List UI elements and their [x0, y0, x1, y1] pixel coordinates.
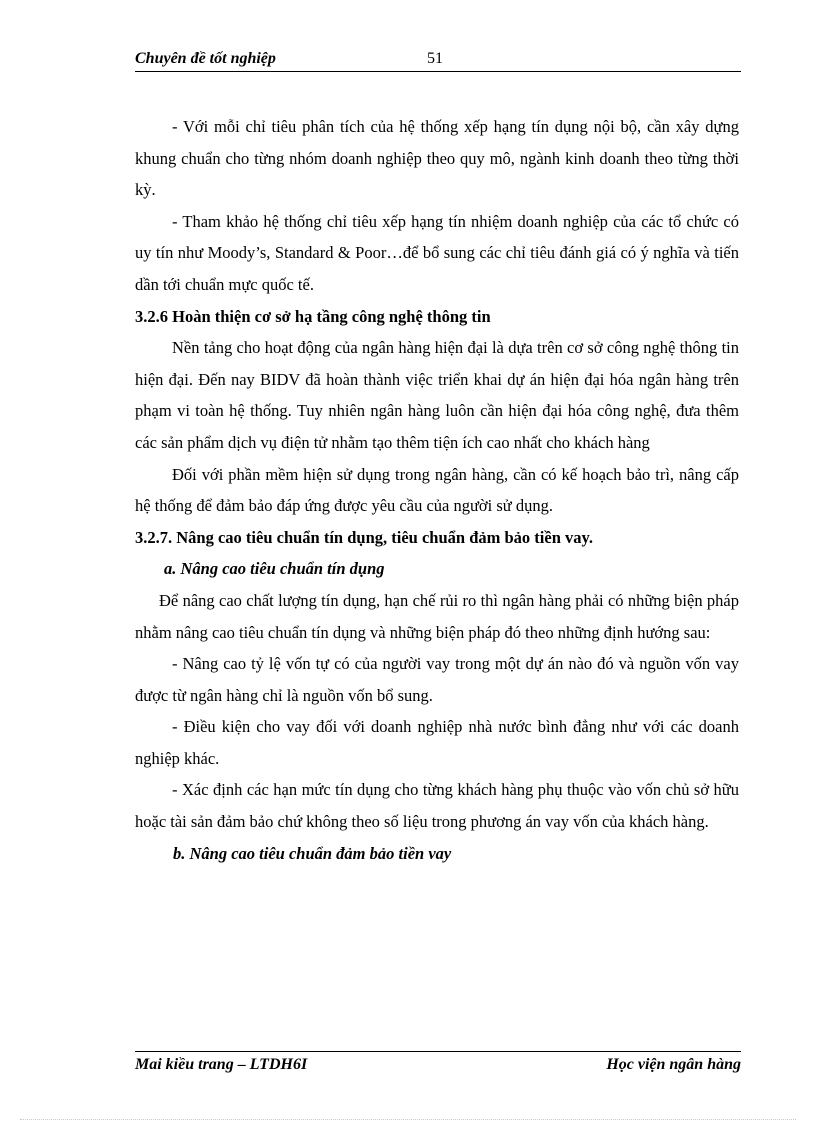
section-heading-3-2-6: 3.2.6 Hoàn thiện cơ sở hạ tầng công nghệ thông tin: [135, 306, 491, 326]
paragraph-7: - Điều kiện cho vay đối với doanh nghiệp nhà nước bình đẳng như với các doanh nghiệp khác.: [135, 717, 739, 768]
paragraph-6: - Nâng cao tỷ lệ vốn tự có của người vay trong một dự án nào đó và nguồn vốn vay được từ ngân hàng chỉ là nguồn vốn bổ sung.: [135, 654, 739, 705]
subheading-a: a. Nâng cao tiêu chuẩn tín dụng: [164, 559, 385, 579]
page-header: [135, 50, 741, 70]
page-edge-divider: [20, 1119, 796, 1120]
footer-author: Mai kiều trang – LTDH6I: [135, 1056, 308, 1073]
header-rule: [135, 71, 741, 72]
header-title: Chuyên đề tốt nghiệp: [135, 50, 276, 67]
section-heading-3-2-7: 3.2.7. Nâng cao tiêu chuẩn tín dụng, tiêu chuẩn đảm bảo tiền vay.: [135, 527, 593, 547]
paragraph-5: Để nâng cao chất lượng tín dụng, hạn chế rủi ro thì ngân hàng phải có những biện pháp nhằm nâng cao tiêu chuẩn tín dụng và những biện pháp đó theo những định hướng sau:: [135, 590, 739, 642]
footer-institution: Học viện ngân hàng: [606, 1056, 741, 1073]
paragraph-8: - Xác định các hạn mức tín dụng cho từng khách hàng phụ thuộc vào vốn chủ sở hữu hoặc tài sản đảm bảo chứ không theo số liệu trong phương án vay vốn của khách hàng.: [135, 780, 739, 832]
page-footer: [135, 1056, 741, 1076]
paragraph-1: - Với mỗi chỉ tiêu phân tích của hệ thống xếp hạng tín dụng nội bộ, cần xây dựng khung chuẩn cho từng nhóm doanh nghiệp theo quy mô, ngành kinh doanh theo từng thời kỳ.: [135, 117, 739, 200]
footer-rule: [135, 1051, 741, 1052]
page-body: [135, 111, 739, 869]
paragraph-4: Đối với phần mềm hiện sử dụng trong ngân hàng, cần có kế hoạch bảo trì, nâng cấp hệ thống để đảm bảo đáp ứng được yêu cầu của người sử dụng.: [135, 464, 739, 516]
paragraph-2: - Tham khảo hệ thống chỉ tiêu xếp hạng tín nhiệm doanh nghiệp của các tổ chức có uy tín như Moody’s, Standard & Poor…để bổ sung các chỉ tiêu đánh giá có ý nghĩa và tiến dần tới chuẩn mực quốc tế.: [135, 211, 739, 294]
paragraph-3: Nền tảng cho hoạt động của ngân hàng hiện đại là dựa trên cơ sở công nghệ thông tin hiện đại. Đến nay BIDV đã hoàn thành việc triển khai dự án hiện đại hóa ngân hàng trên phạm vi toàn hệ thống. Tuy nhiên ngân hàng luôn cần hiện đại hóa công nghệ, đưa thêm các sản phẩm dịch vụ điện tử nhằm tạo thêm tiện ích cao nhất cho khách hàng: [135, 338, 739, 452]
subheading-b: b. Nâng cao tiêu chuẩn đảm bảo tiền vay: [173, 843, 452, 863]
page-number: 51: [427, 50, 443, 67]
